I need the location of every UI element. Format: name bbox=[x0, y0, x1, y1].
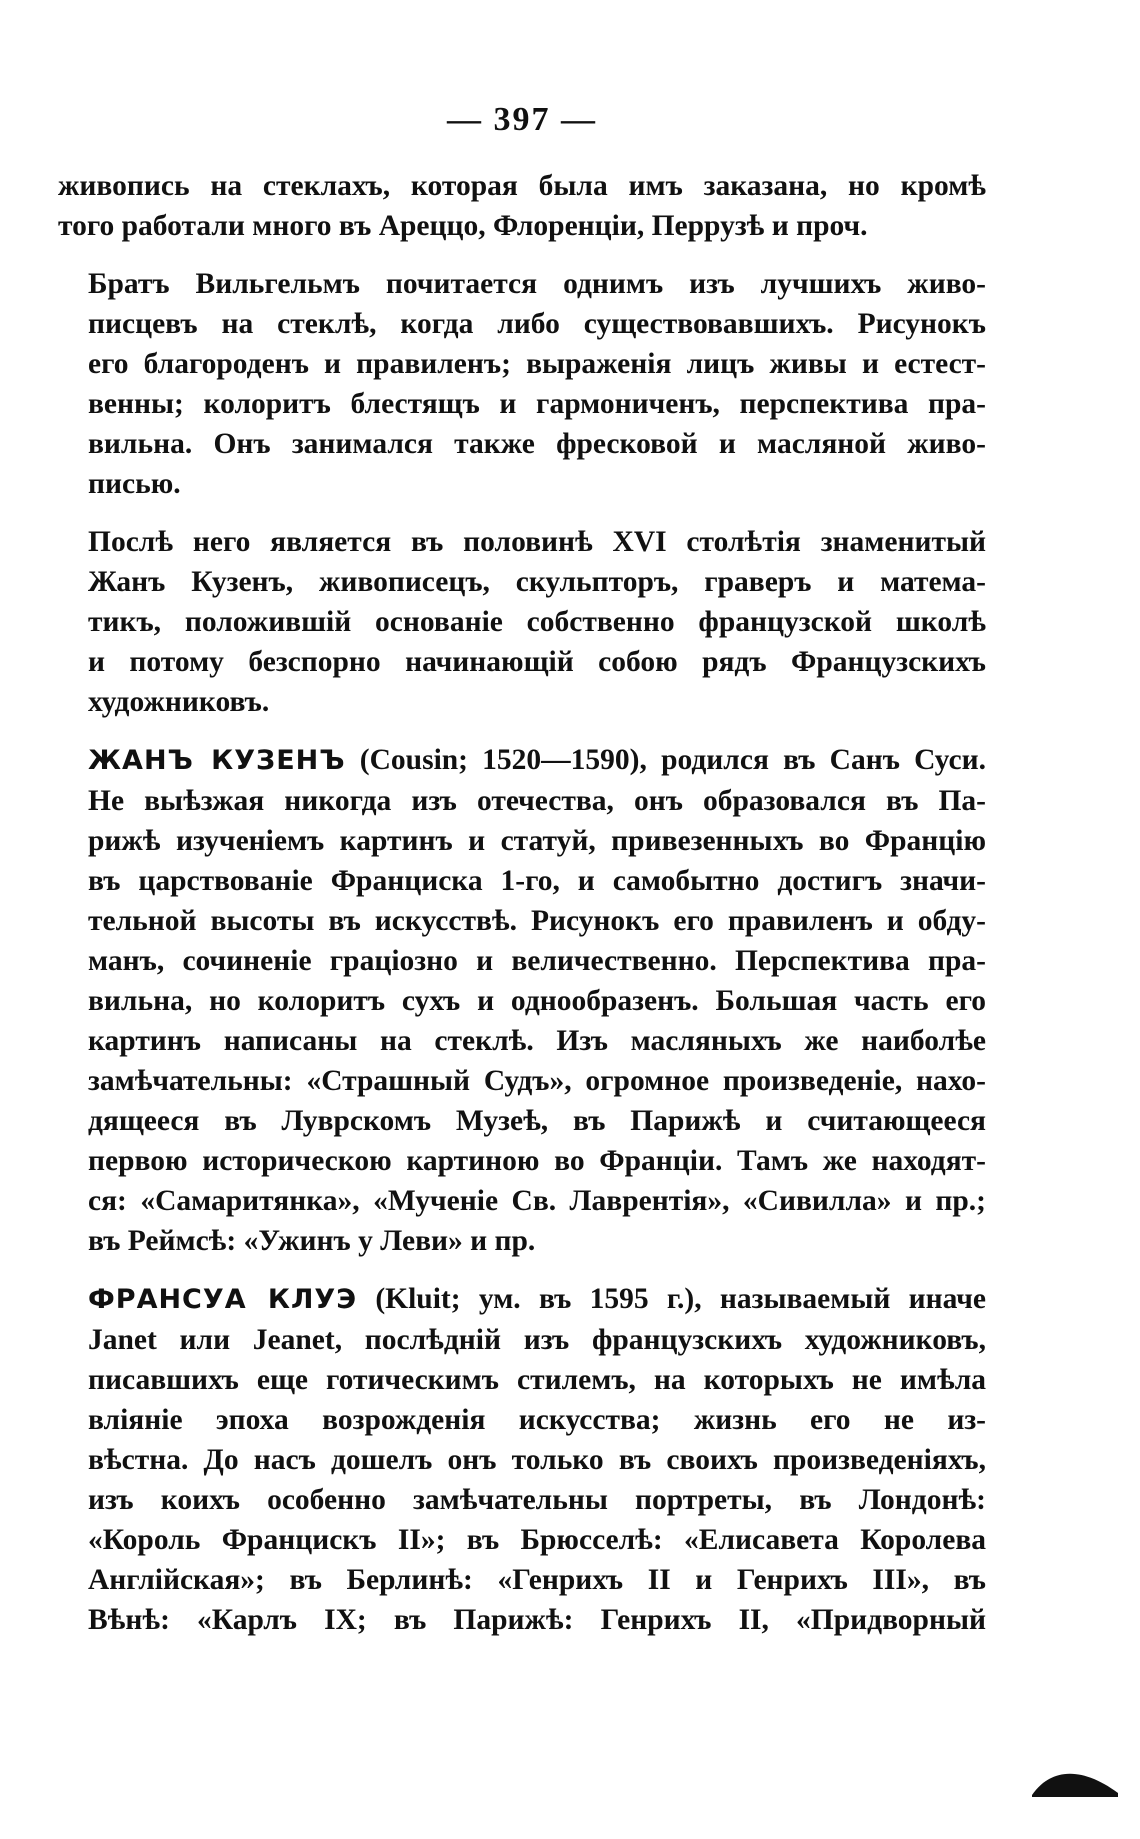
text-line: вильна, но колоритъ сухъ и однообразенъ. Большая часть его bbox=[88, 985, 986, 1017]
text-line: ся: «Самаритянка», «Мученіе Св. Лаврентія», «Сивилла» и пр.; bbox=[88, 1185, 986, 1217]
page-ornament-icon bbox=[1030, 1759, 1120, 1799]
page-number: — 397 — bbox=[447, 101, 597, 138]
text-line-remainder: (Cousin; 1520—1590), родился въ Санъ Суси. bbox=[345, 744, 986, 776]
text-line: первою историческою картиною во Франціи. Тамъ же находят- bbox=[88, 1145, 986, 1177]
artist-name-heading: ФРАНСУА КЛУЭ bbox=[88, 1284, 358, 1315]
text-line: замѣчательны: «Страшный Судъ», огромное произведеніе, нахо- bbox=[88, 1065, 986, 1097]
text-line: живопись на стеклахъ, которая была имъ заказана, но кромѣ bbox=[58, 170, 986, 202]
paragraph-1 bbox=[58, 166, 986, 246]
text-line: Послѣ него является въ половинѣ XVI столѣтія знаменитый bbox=[88, 526, 986, 558]
text-line: писцевъ на стеклѣ, когда либо существовавшихъ. Рисунокъ bbox=[88, 308, 986, 340]
text-line: рижѣ изученіемъ картинъ и статуй, привезенныхъ во Францію bbox=[88, 825, 986, 857]
paragraph-francois-clouet bbox=[58, 1279, 986, 1640]
paragraph-3 bbox=[58, 522, 986, 722]
text-line: Не выѣзжая никогда изъ отечества, онъ образовался въ Па- bbox=[88, 785, 986, 817]
text-line: Жанъ Кузенъ, живописецъ, скульпторъ, граверъ и матема- bbox=[88, 566, 986, 598]
book-page bbox=[58, 100, 986, 1640]
text-line: писью. bbox=[88, 468, 181, 500]
text-line bbox=[58, 1279, 986, 1320]
text-line: манъ, сочиненіе граціозно и величественно. Перспектива пра- bbox=[88, 945, 986, 977]
artist-name-heading: ЖАНЪ КУЗЕНЪ bbox=[88, 745, 346, 776]
text-line: изъ коихъ особенно замѣчательны портреты, въ Лондонѣ: bbox=[88, 1484, 986, 1516]
text-line: его благороденъ и правиленъ; выраженія лицъ живы и естест- bbox=[88, 348, 986, 380]
text-line: вильна. Онъ занимался также фресковой и масляной живо- bbox=[88, 428, 986, 460]
text-line: тельной высоты въ искусствѣ. Рисунокъ его правиленъ и обду- bbox=[88, 905, 986, 937]
text-line-remainder: (Kluit; ум. въ 1595 г.), называемый иначе bbox=[357, 1283, 986, 1315]
text-line: въ царствованіе Франциска 1-го, и самобытно достигъ значи- bbox=[88, 865, 986, 897]
text-line: Братъ Вильгельмъ почитается однимъ изъ лучшихъ живо- bbox=[88, 268, 986, 300]
text-line: венны; колоритъ блестящъ и гармониченъ, перспектива пра- bbox=[88, 388, 986, 420]
text-line: Janet или Jeanet, послѣдній изъ французскихъ художниковъ, bbox=[88, 1324, 986, 1356]
text-line: тикъ, положившій основаніе собственно французской школѣ bbox=[88, 606, 986, 638]
text-line: Англійская»; въ Берлинѣ: «Генрихъ II и Генрихъ III», въ bbox=[88, 1564, 986, 1596]
text-line: писавшихъ еще готическимъ стилемъ, на которыхъ не имѣла bbox=[88, 1364, 986, 1396]
text-line: въ Реймсѣ: «Ужинъ у Леви» и пр. bbox=[88, 1225, 536, 1257]
text-line: художниковъ. bbox=[88, 686, 270, 718]
text-line: и потому безспорно начинающій собою рядъ Французскихъ bbox=[88, 646, 986, 678]
text-line: картинъ написаны на стеклѣ. Изъ масляныхъ же наиболѣе bbox=[88, 1025, 986, 1057]
text-line bbox=[58, 740, 986, 781]
paragraph-jean-cousin bbox=[58, 740, 986, 1261]
paragraph-2 bbox=[58, 264, 986, 504]
text-line: Вѣнѣ: «Карлъ IX; въ Парижѣ: Генрихъ II, «Придворный bbox=[88, 1604, 986, 1636]
text-line: дящееся въ Луврскомъ Музеѣ, въ Парижѣ и считающееся bbox=[88, 1105, 986, 1137]
text-line: «Король Францискъ II»; въ Брюсселѣ: «Елисавета Королева bbox=[88, 1524, 986, 1556]
text-line: вѣстна. До насъ дошелъ онъ только въ своихъ произведеніяхъ, bbox=[88, 1444, 986, 1476]
text-line: вліяніе эпоха возрожденія искусства; жизнь его не из- bbox=[88, 1404, 986, 1436]
text-line: того работали много въ Ареццо, Флоренціи, Перрузѣ и проч. bbox=[58, 210, 868, 242]
